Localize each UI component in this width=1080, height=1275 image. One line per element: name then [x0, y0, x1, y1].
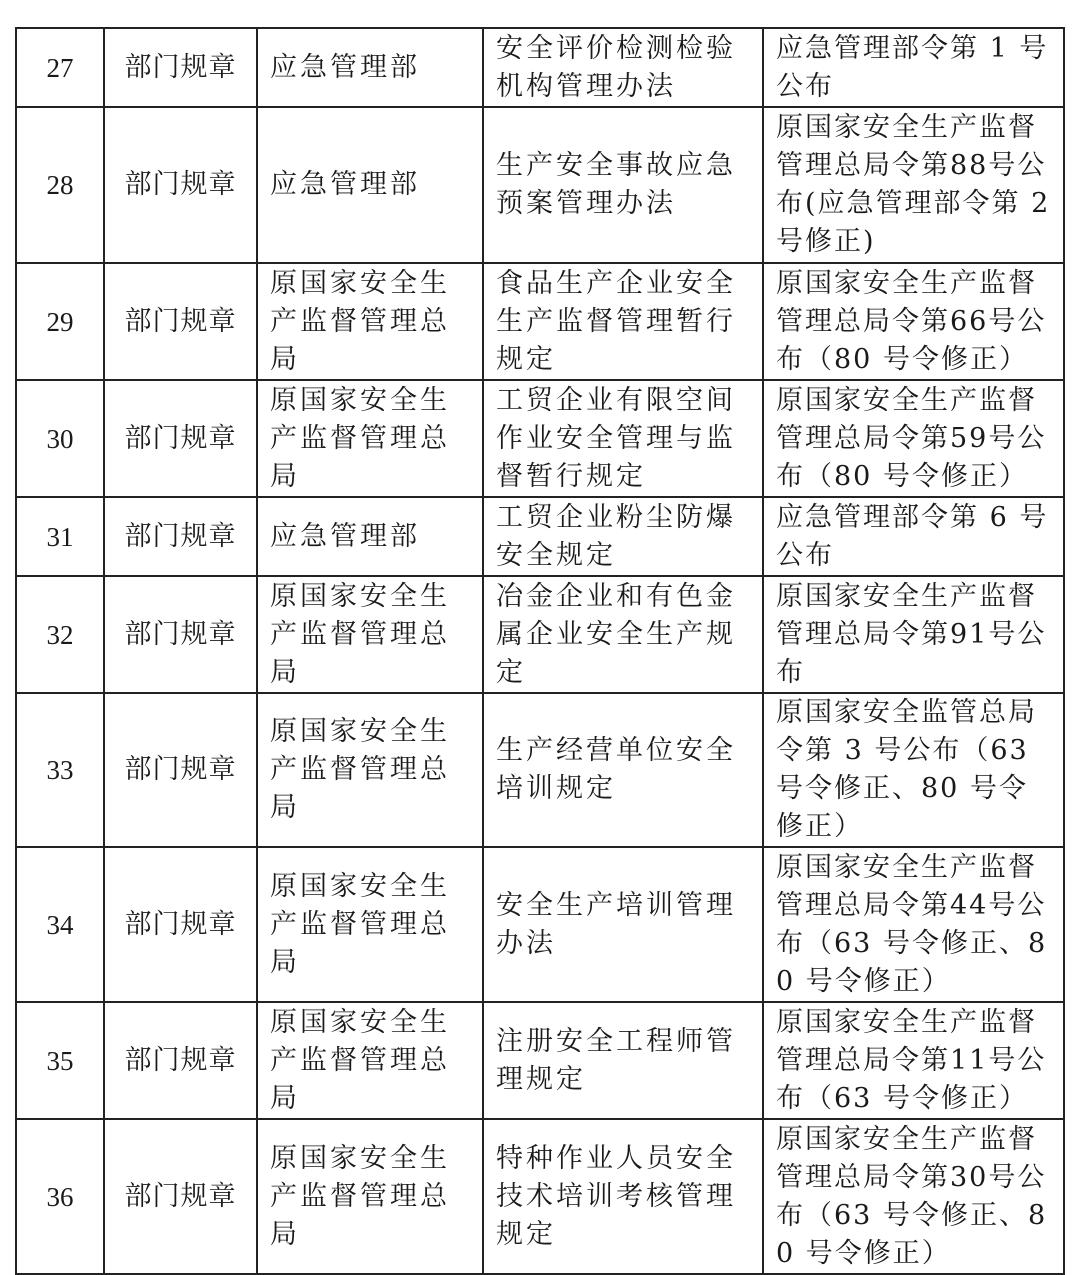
issuing-authority: 原国家安全生产监督管理总局 [257, 847, 483, 1002]
publication-info: 原国家安全生产监督管理总局令第11号公布（63 号令修正） [763, 1002, 1064, 1119]
issuing-authority: 原国家安全生产监督管理总局 [257, 380, 483, 497]
issuing-authority: 原国家安全生产监督管理总局 [257, 576, 483, 693]
row-number: 34 [16, 847, 104, 1002]
table-row [16, 107, 1064, 263]
issuing-authority: 应急管理部 [257, 28, 483, 107]
row-number: 33 [16, 693, 104, 847]
issuing-authority: 应急管理部 [257, 107, 483, 263]
regulation-type: 部门规章 [104, 107, 257, 263]
table-row [16, 28, 1064, 107]
row-number: 35 [16, 1002, 104, 1119]
regulation-type: 部门规章 [104, 28, 257, 107]
row-number: 30 [16, 380, 104, 497]
publication-info: 原国家安全监管总局令第 3 号公布（63 号令修正、80 号令修正） [763, 693, 1064, 847]
issuing-authority: 应急管理部 [257, 497, 483, 576]
publication-info: 原国家安全生产监督管理总局令第59号公布（80 号令修正） [763, 380, 1064, 497]
issuing-authority: 原国家安全生产监督管理总局 [257, 1119, 483, 1274]
table-row [16, 497, 1064, 576]
table-row [16, 1119, 1064, 1274]
regulation-title: 冶金企业和有色金属企业安全生产规定 [483, 576, 763, 693]
table-row [16, 847, 1064, 1002]
regulation-type: 部门规章 [104, 1002, 257, 1119]
publication-info: 原国家安全生产监督管理总局令第88号公布(应急管理部令第 2 号修正) [763, 107, 1064, 263]
regulation-type: 部门规章 [104, 1119, 257, 1274]
issuing-authority: 原国家安全生产监督管理总局 [257, 1002, 483, 1119]
regulation-type: 部门规章 [104, 693, 257, 847]
regulation-type: 部门规章 [104, 380, 257, 497]
regulation-title: 工贸企业有限空间作业安全管理与监督暂行规定 [483, 380, 763, 497]
table-row [16, 1002, 1064, 1119]
issuing-authority: 原国家安全生产监督管理总局 [257, 693, 483, 847]
regulations-table-body [16, 28, 1064, 1274]
publication-info: 原国家安全生产监督管理总局令第66号公布（80 号令修正） [763, 263, 1064, 380]
regulation-title: 安全生产培训管理办法 [483, 847, 763, 1002]
row-number: 29 [16, 263, 104, 380]
table-row [16, 263, 1064, 380]
table-row [16, 576, 1064, 693]
publication-info: 原国家安全生产监督管理总局令第30号公布（63 号令修正、80 号令修正） [763, 1119, 1064, 1274]
regulation-title: 安全评价检测检验机构管理办法 [483, 28, 763, 107]
regulation-title: 工贸企业粉尘防爆安全规定 [483, 497, 763, 576]
regulation-title: 生产经营单位安全培训规定 [483, 693, 763, 847]
regulation-type: 部门规章 [104, 576, 257, 693]
publication-info: 原国家安全生产监督管理总局令第44号公布（63 号令修正、80 号令修正） [763, 847, 1064, 1002]
publication-info: 应急管理部令第 6 号公布 [763, 497, 1064, 576]
row-number: 32 [16, 576, 104, 693]
regulations-table [15, 27, 1065, 1275]
issuing-authority: 原国家安全生产监督管理总局 [257, 263, 483, 380]
regulations-table-container [15, 27, 1063, 1275]
regulation-type: 部门规章 [104, 497, 257, 576]
table-row [16, 693, 1064, 847]
regulation-title: 特种作业人员安全技术培训考核管理规定 [483, 1119, 763, 1274]
row-number: 36 [16, 1119, 104, 1274]
regulation-title: 生产安全事故应急预案管理办法 [483, 107, 763, 263]
regulation-title: 食品生产企业安全生产监督管理暂行规定 [483, 263, 763, 380]
publication-info: 原国家安全生产监督管理总局令第91号公布 [763, 576, 1064, 693]
regulation-type: 部门规章 [104, 847, 257, 1002]
regulation-type: 部门规章 [104, 263, 257, 380]
row-number: 31 [16, 497, 104, 576]
table-row [16, 380, 1064, 497]
regulation-title: 注册安全工程师管理规定 [483, 1002, 763, 1119]
publication-info: 应急管理部令第 1 号公布 [763, 28, 1064, 107]
row-number: 27 [16, 28, 104, 107]
row-number: 28 [16, 107, 104, 263]
